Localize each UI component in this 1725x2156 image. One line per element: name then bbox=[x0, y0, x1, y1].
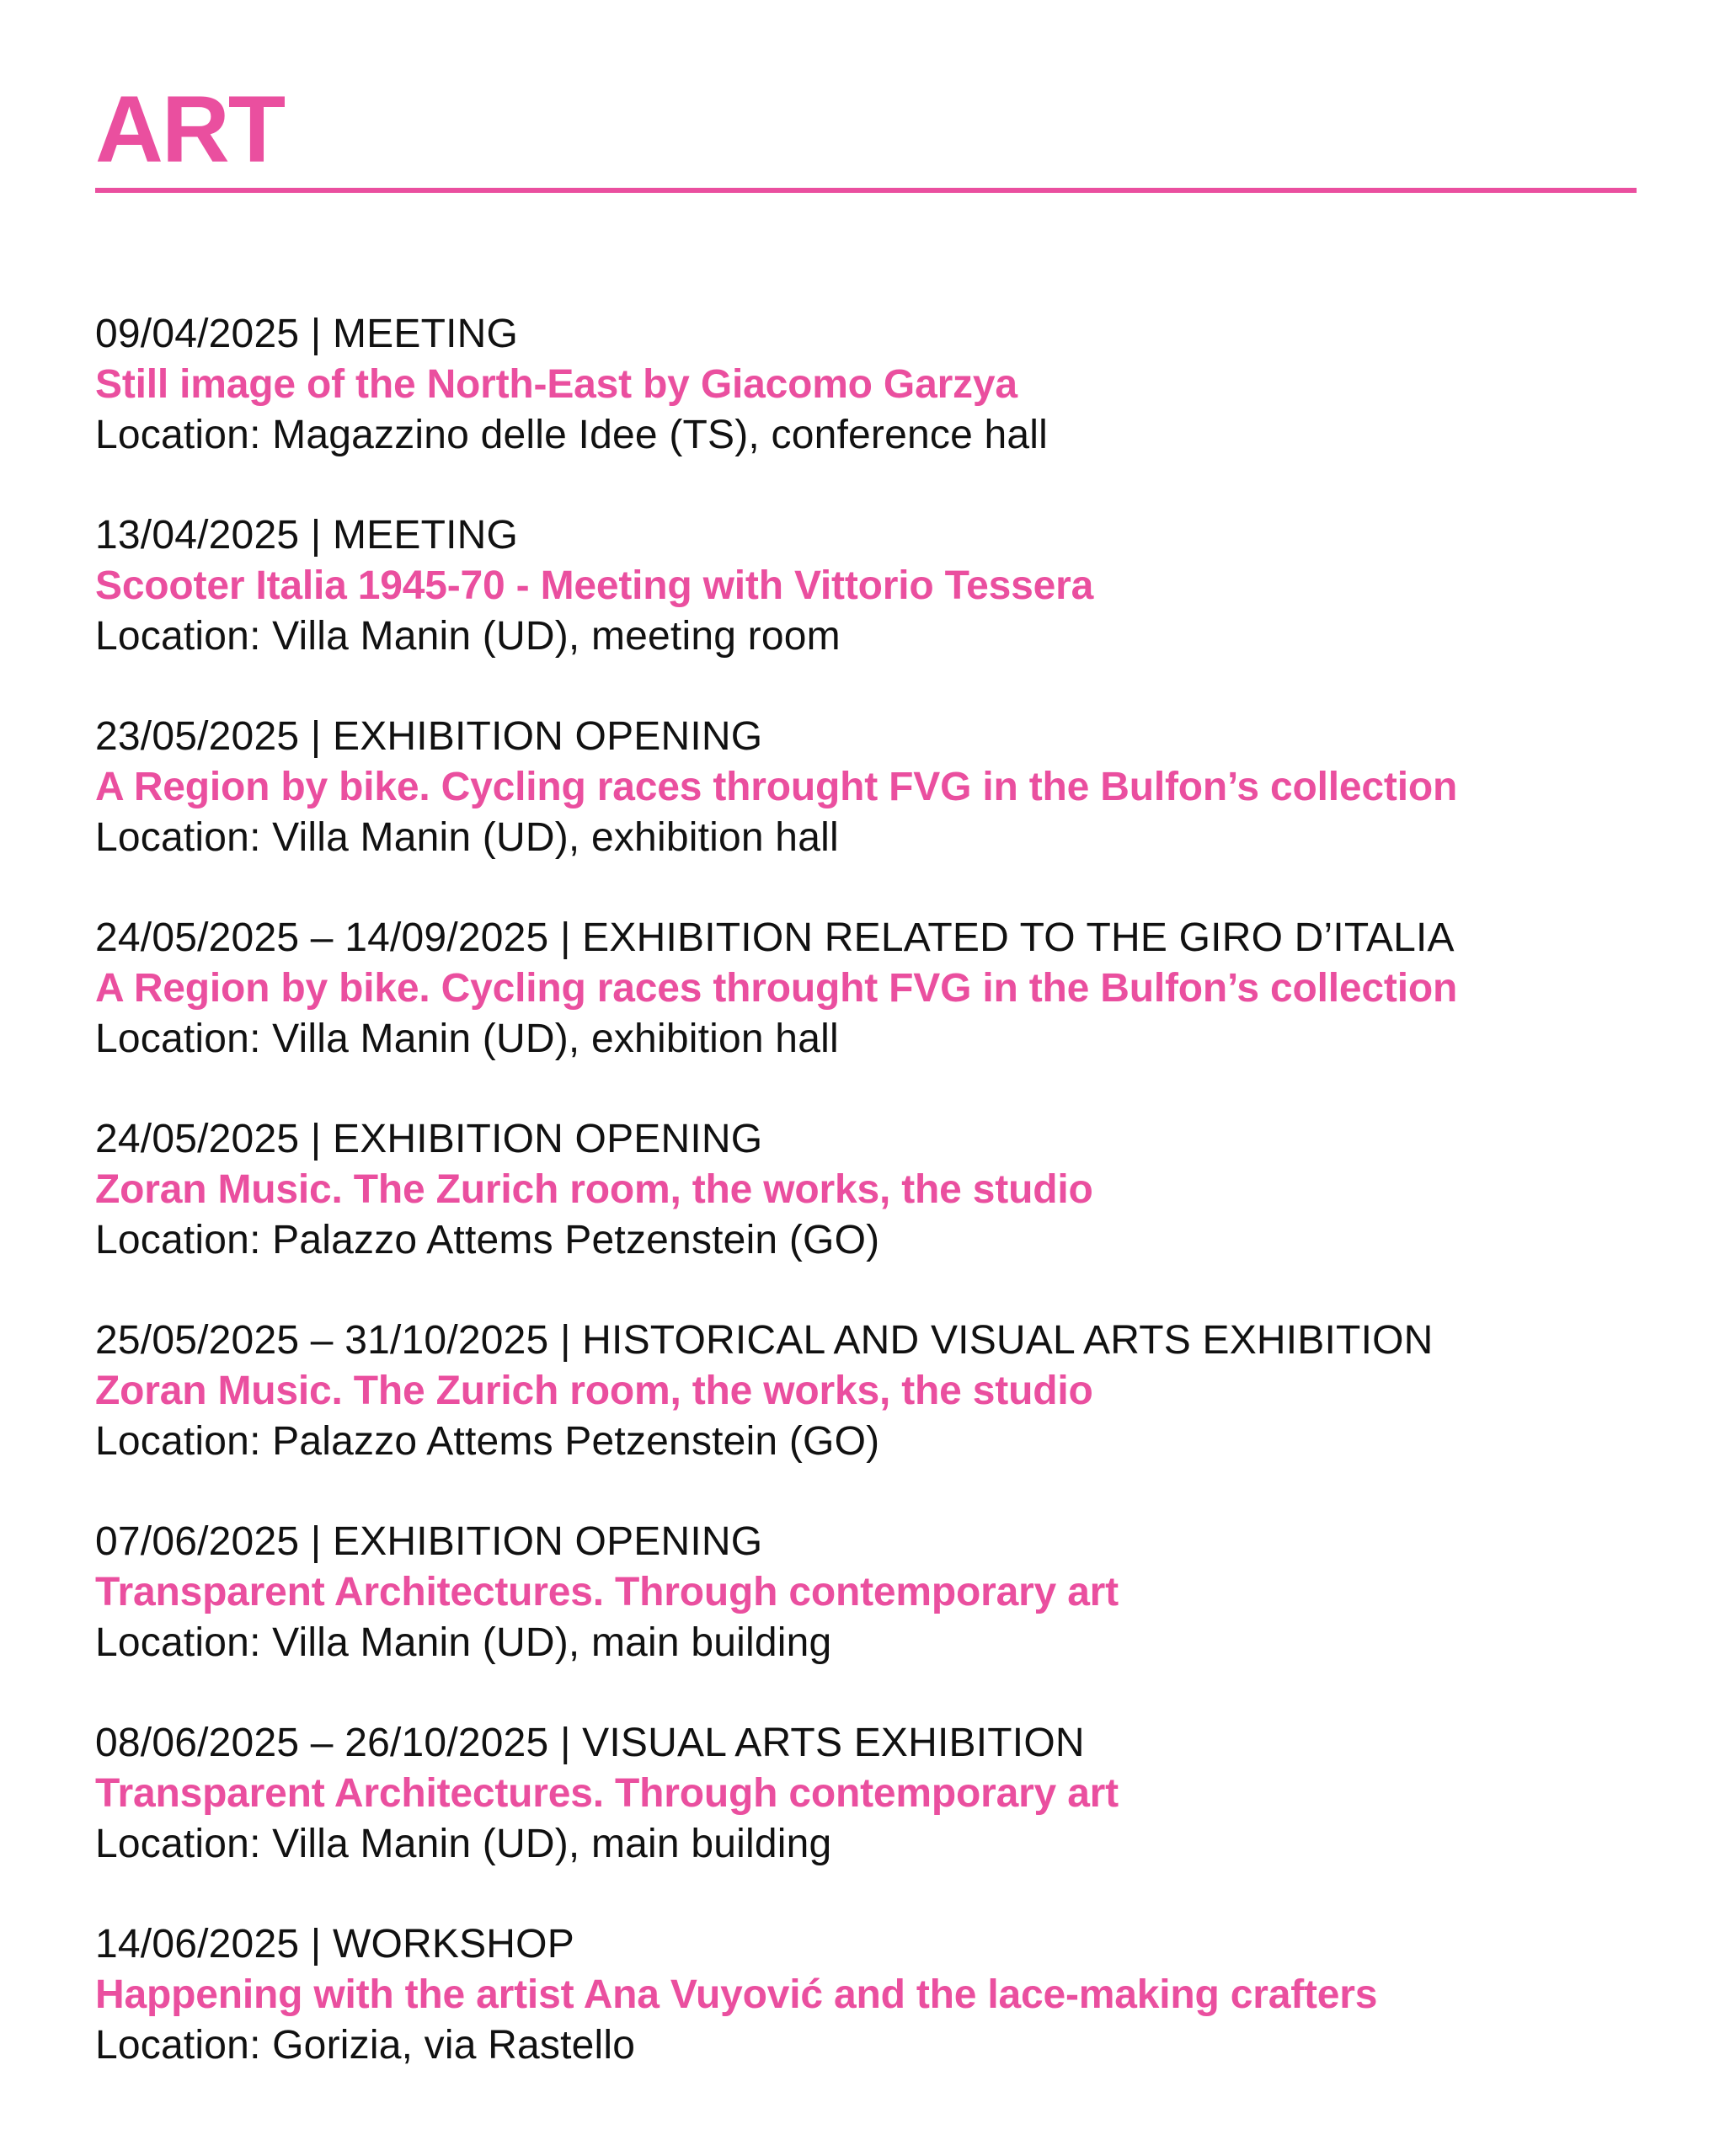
title-divider bbox=[95, 188, 1637, 193]
event-title: Zoran Music. The Zurich room, the works, the studio bbox=[95, 1369, 1093, 1413]
event-date-type: 24/05/2025 – 14/09/2025 | EXHIBITION RELATED TO THE GIRO D’ITALIA bbox=[95, 915, 1455, 960]
event-item bbox=[95, 1718, 1637, 1919]
event-title: A Region by bike. Cycling races throught FVG in the Bulfon’s collection bbox=[95, 765, 1458, 809]
event-location: Location: Villa Manin (UD), main building bbox=[95, 1822, 832, 1866]
page-title: ART bbox=[95, 77, 285, 182]
event-title: Scooter Italia 1945-70 - Meeting with Vittorio Tessera bbox=[95, 563, 1094, 608]
event-item bbox=[95, 1114, 1637, 1315]
event-title: Transparent Architectures. Through contemporary art bbox=[95, 1570, 1119, 1614]
event-item bbox=[95, 1919, 1637, 2121]
event-date-type: 07/06/2025 | EXHIBITION OPENING bbox=[95, 1519, 763, 1564]
event-date-type: 24/05/2025 | EXHIBITION OPENING bbox=[95, 1117, 763, 1161]
event-location: Location: Palazzo Attems Petzenstein (GO) bbox=[95, 1419, 880, 1464]
event-date-type: 13/04/2025 | MEETING bbox=[95, 513, 519, 558]
event-list bbox=[95, 309, 1637, 2121]
event-date-type: 25/05/2025 – 31/10/2025 | HISTORICAL AND VISUAL ARTS EXHIBITION bbox=[95, 1318, 1434, 1363]
event-date-type: 14/06/2025 | WORKSHOP bbox=[95, 1922, 574, 1967]
event-title: A Region by bike. Cycling races throught FVG in the Bulfon’s collection bbox=[95, 966, 1458, 1011]
event-location: Location: Villa Manin (UD), meeting room bbox=[95, 614, 841, 659]
event-date-type: 23/05/2025 | EXHIBITION OPENING bbox=[95, 714, 763, 759]
event-item bbox=[95, 309, 1637, 510]
event-item bbox=[95, 1315, 1637, 1517]
event-date-type: 09/04/2025 | MEETING bbox=[95, 312, 519, 356]
event-title: Transparent Architectures. Through contemporary art bbox=[95, 1771, 1119, 1816]
event-location: Location: Villa Manin (UD), main building bbox=[95, 1620, 832, 1665]
event-location: Location: Villa Manin (UD), exhibition hall bbox=[95, 815, 839, 860]
event-item bbox=[95, 712, 1637, 913]
event-title: Zoran Music. The Zurich room, the works, the studio bbox=[95, 1167, 1093, 1212]
event-location: Location: Palazzo Attems Petzenstein (GO) bbox=[95, 1218, 880, 1262]
event-item bbox=[95, 913, 1637, 1114]
event-date-type: 08/06/2025 – 26/10/2025 | VISUAL ARTS EXHIBITION bbox=[95, 1721, 1085, 1765]
event-title: Happening with the artist Ana Vuyović and the lace-making crafters bbox=[95, 1972, 1378, 2017]
event-location: Location: Villa Manin (UD), exhibition hall bbox=[95, 1017, 839, 1061]
event-location: Location: Gorizia, via Rastello bbox=[95, 2023, 636, 2068]
event-location: Location: Magazzino delle Idee (TS), conference hall bbox=[95, 413, 1049, 457]
event-item bbox=[95, 510, 1637, 712]
event-title: Still image of the North-East by Giacomo Garzya bbox=[95, 362, 1017, 407]
event-item bbox=[95, 1517, 1637, 1718]
